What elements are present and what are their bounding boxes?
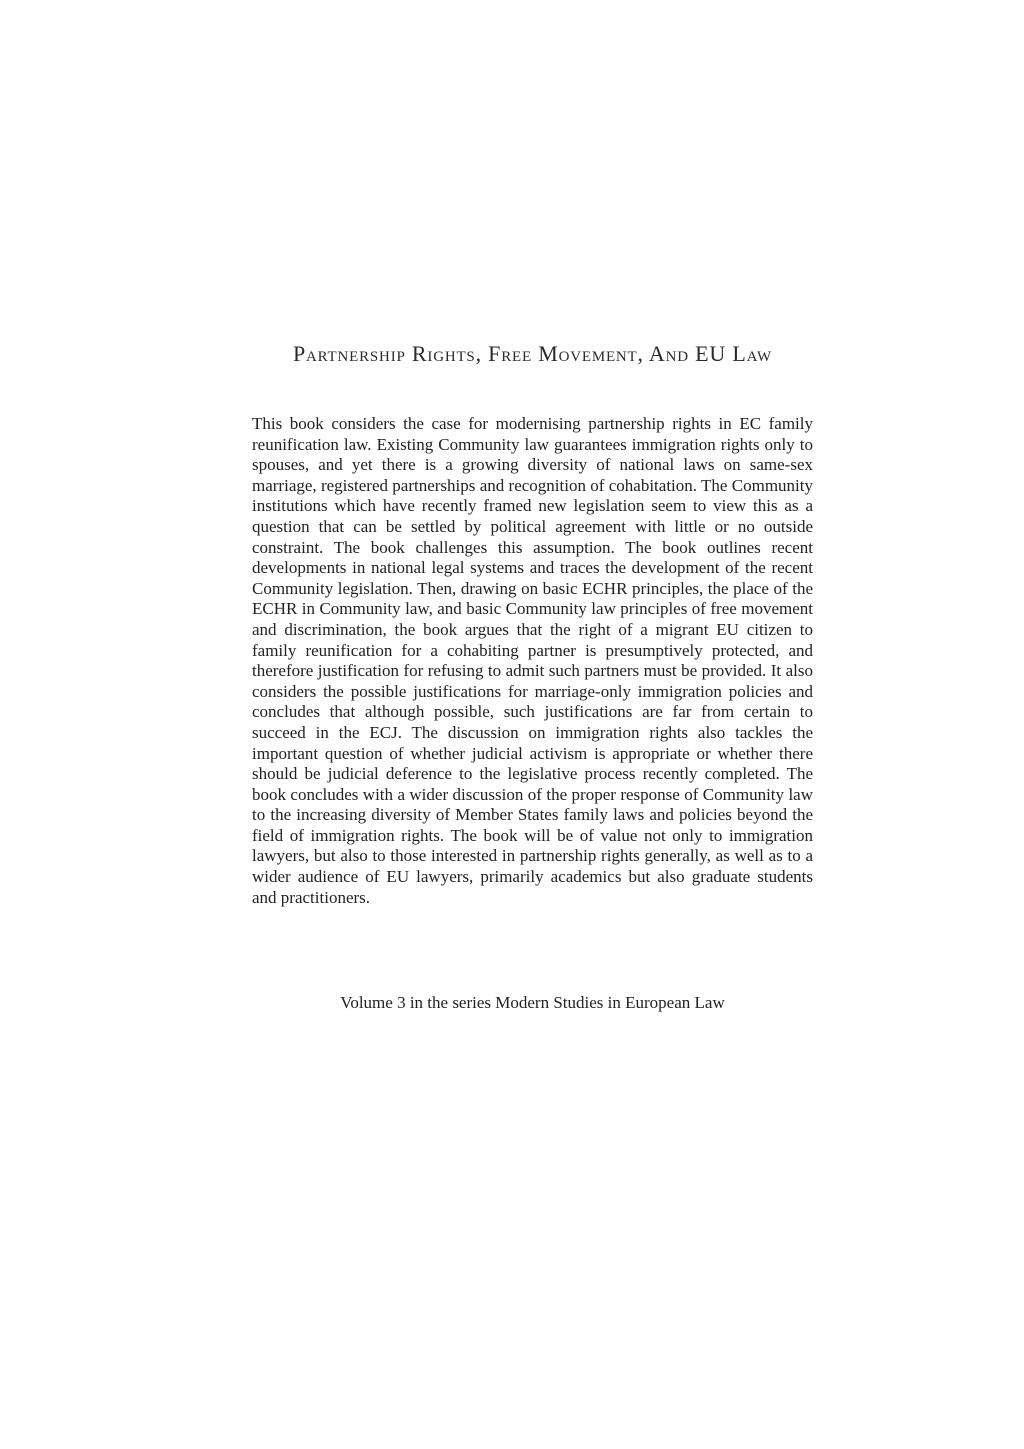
book-blurb-paragraph: This book considers the case for modernising partnership rights in EC family reunification law. Existing Community law guarantees immigration rights only to spouses, and yet there is a growing diversity of national laws on same-sex marriage, registered partnerships and recognition of cohabitation. The Community institutions which have recently framed new legislation seem to view this as a question that can be settled by political agreement with little or no outside constraint. The book challenges this assumption. The book outlines recent developments in national legal systems and traces the development of the recent Community legislation. Then, drawing on basic ECHR principles, the place of the ECHR in Community law, and basic Community law principles of free movement and discrimination, the book argues that the right of a migrant EU citizen to family reunification for a cohabiting partner is presumptively protected, and therefore justification for refusing to admit such partners must be provided. It also considers the possible justifications for marriage-only immigration policies and concludes that although possible, such justifications are far from certain to succeed in the ECJ. The discussion on immigration rights also tackles the important question of whether judicial activism is appropriate or whether there should be judicial deference to the legislative process recently completed. The book concludes with a wider discussion of the proper response of Community law to the increasing diversity of Member States family laws and policies beyond the field of immigration rights. The book will be of value not only to immigration lawyers, but also to those interested in partnership rights generally, as well as to a wider audience of EU lawyers, primarily academics but also graduate students and practitioners. [252, 414, 813, 907]
series-note: Volume 3 in the series Modern Studies in European Law [340, 993, 725, 1012]
page-title: Partnership Rights, Free Movement, And EU Law [292, 340, 773, 366]
